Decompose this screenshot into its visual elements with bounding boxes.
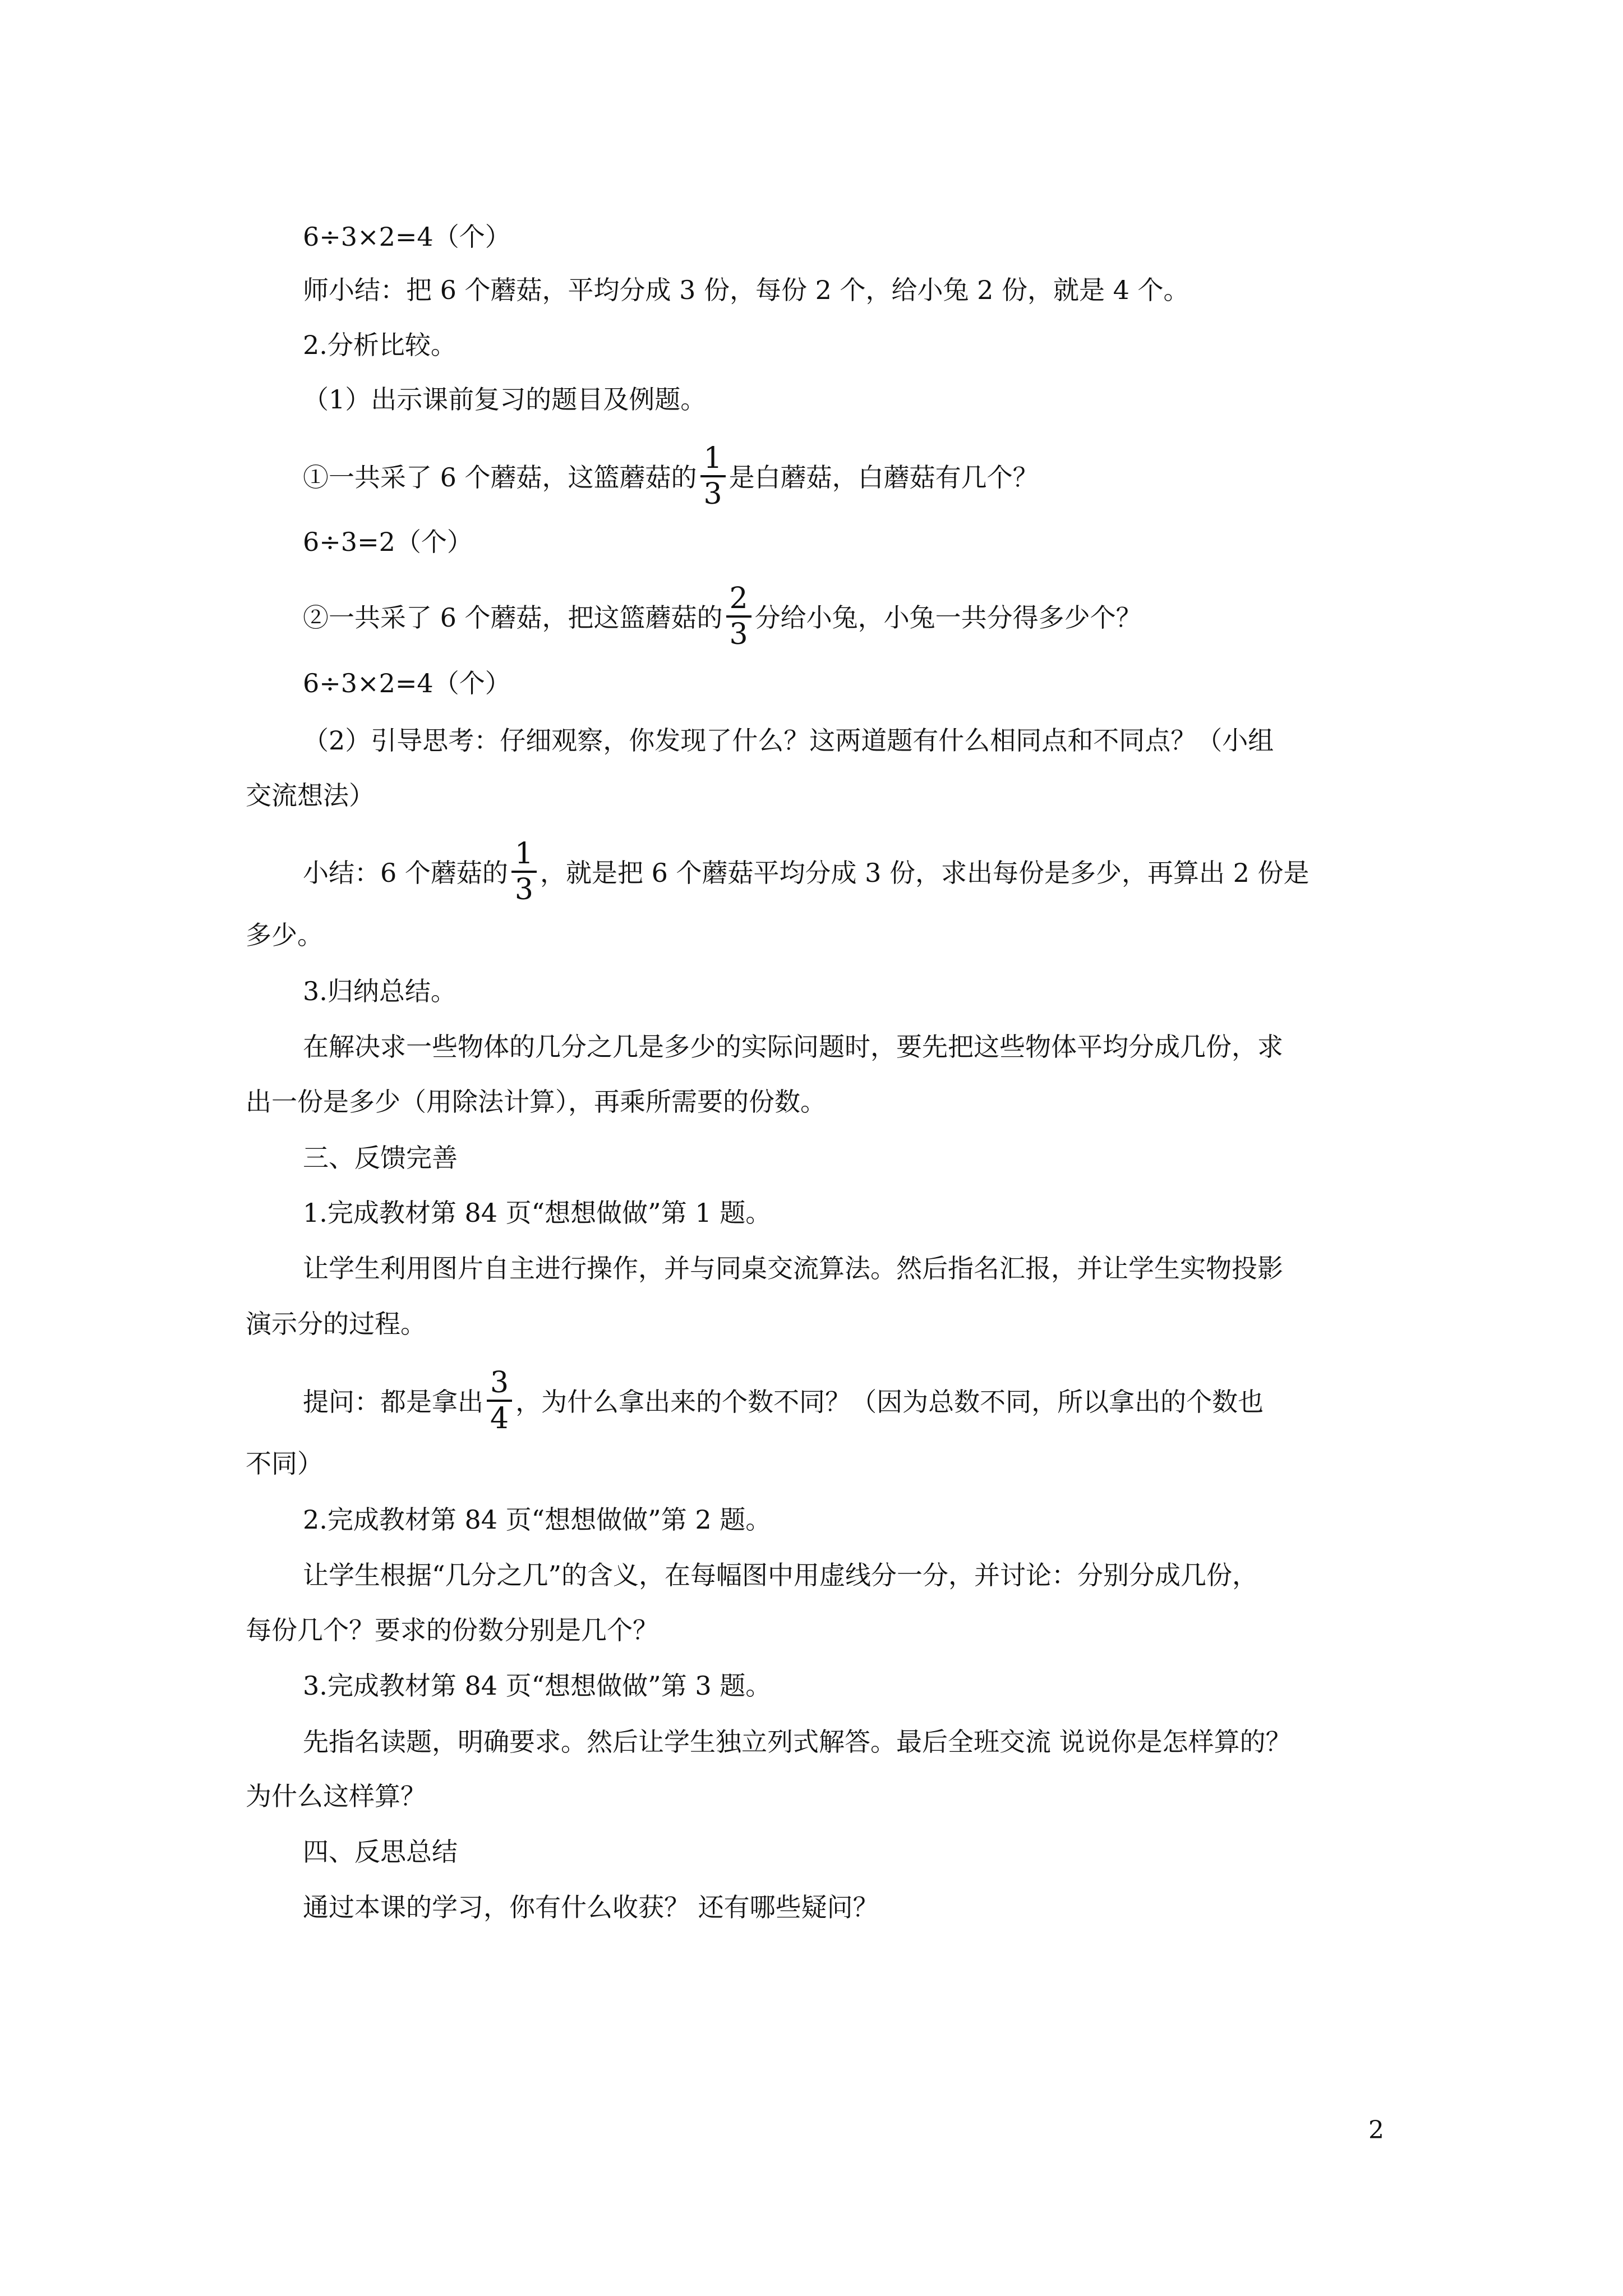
fraction-denominator: 3 <box>729 618 748 651</box>
section-heading: 2.分析比较。 <box>303 330 457 360</box>
paragraph-line: 出一份是多少（用除法计算），再乘所需要的份数。 <box>246 1087 826 1117</box>
fraction-numerator: 1 <box>514 837 533 871</box>
fraction <box>487 1367 512 1434</box>
paragraph-line: 2.完成教材第 84 页“想想做做”第 2 题。 <box>303 1504 772 1535</box>
paragraph-line <box>303 1366 1264 1438</box>
paragraph-line: （2）引导思考：仔细观察，你发现了什么？这两道题有什么相同点和不同点？（小组 <box>303 725 1274 756</box>
paragraph-line: 通过本课的学习，你有什么收获？ 还有哪些疑问？ <box>303 1892 879 1922</box>
text-segment: 分给小兔，小兔一共分得多少个？ <box>754 602 1142 633</box>
fraction-denominator: 4 <box>490 1402 509 1435</box>
text-segment: 是白蘑菇，白蘑菇有几个？ <box>728 462 1039 493</box>
fraction-numerator: 1 <box>703 441 722 475</box>
fraction-denominator: 3 <box>703 477 722 511</box>
paragraph-line: 交流想法） <box>246 780 375 811</box>
paragraph-line: 为什么这样算？ <box>246 1781 426 1811</box>
paragraph-line <box>303 837 1310 909</box>
page-number: 2 <box>1368 2116 1384 2145</box>
paragraph-line: 让学生根据“几分之几”的含义，在每幅图中用虚线分一分，并讨论：分别分成几份， <box>303 1560 1258 1590</box>
paragraph-line: 每份几个？要求的份数分别是几个？ <box>246 1615 658 1645</box>
text-segment: ①一共采了 6 个蘑菇，这篮蘑菇的 <box>303 462 697 493</box>
paragraph-line: 1.完成教材第 84 页“想想做做”第 1 题。 <box>303 1198 772 1228</box>
paragraph-line: （1）出示课前复习的题目及例题。 <box>303 384 707 415</box>
equation-line: 6÷3×2=4（个） <box>303 668 511 698</box>
text-segment: ②一共采了 6 个蘑菇，把这篮蘑菇的 <box>303 602 723 633</box>
section-heading: 三、反馈完善 <box>303 1143 458 1173</box>
fraction-numerator: 3 <box>490 1366 509 1400</box>
fraction-numerator: 2 <box>729 582 748 615</box>
fraction-denominator: 3 <box>514 873 533 907</box>
equation-line: 6÷3=2（个） <box>303 527 473 557</box>
fraction <box>700 443 726 510</box>
paragraph-line <box>303 582 1142 654</box>
section-heading: 3.归纳总结。 <box>303 976 457 1006</box>
section-heading: 四、反思总结 <box>303 1837 458 1867</box>
equation-line: 6÷3×2=4（个） <box>303 222 511 252</box>
text-segment: 小结：6 个蘑菇的 <box>303 858 508 888</box>
paragraph-line <box>303 441 1039 513</box>
paragraph-line: 让学生利用图片自主进行操作，并与同桌交流算法。然后指名汇报，并让学生实物投影 <box>303 1253 1283 1283</box>
paragraph-line: 多少。 <box>246 920 323 950</box>
text-segment: ，为什么拿出来的个数不同？（因为总数不同，所以拿出的个数也 <box>515 1387 1264 1417</box>
paragraph-line: 不同） <box>246 1448 323 1479</box>
paragraph-line: 师小结：把 6 个蘑菇，平均分成 3 份，每份 2 个，给小兔 2 份，就是 4 个。 <box>303 275 1189 305</box>
fraction <box>511 838 537 905</box>
text-segment: 提问：都是拿出 <box>303 1387 483 1417</box>
paragraph-line: 演示分的过程。 <box>246 1309 426 1339</box>
paragraph-line: 先指名读题，明确要求。然后让学生独立列式解答。最后全班交流 说说你是怎样算的？ <box>303 1727 1292 1757</box>
paragraph-line: 3.完成教材第 84 页“想想做做”第 3 题。 <box>303 1671 772 1701</box>
text-segment: ，就是把 6 个蘑菇平均分成 3 份，求出每份是多少，再算出 2 份是 <box>540 858 1310 888</box>
fraction <box>726 583 751 650</box>
paragraph-line: 在解决求一些物体的几分之几是多少的实际问题时，要先把这些物体平均分成几份，求 <box>303 1032 1283 1062</box>
